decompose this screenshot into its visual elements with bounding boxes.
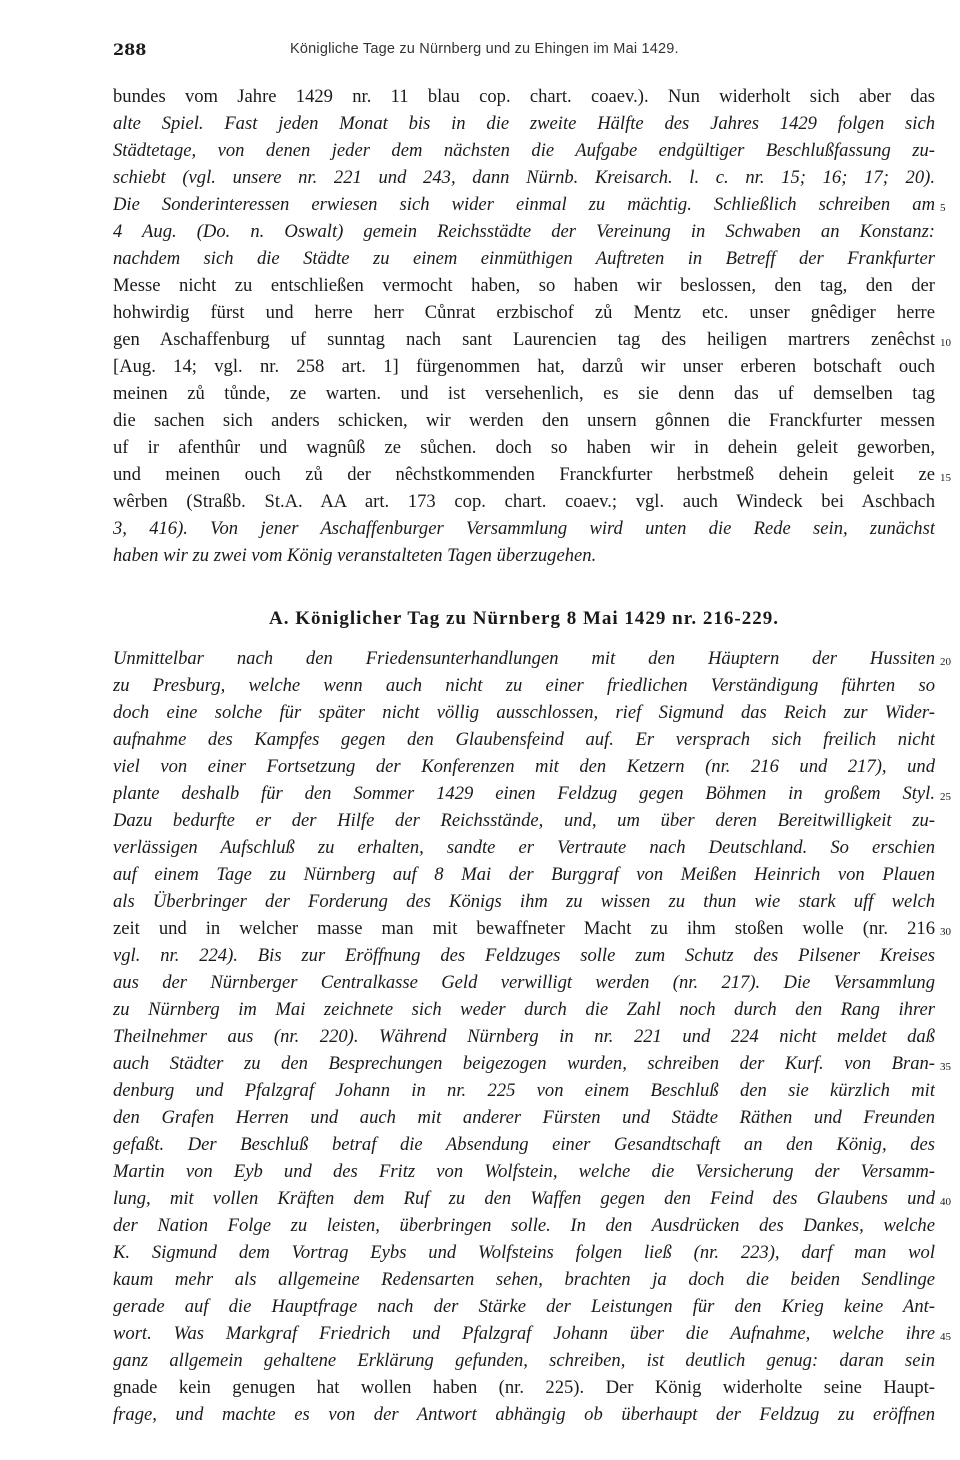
text-line: zu Nürnberg im Mai zeichnete sich weder durch die Zahl noch durch den Rang ihrer (113, 999, 935, 1020)
running-title: Königliche Tage zu Nürnberg und zu Ehingen im Mai 1429. (290, 41, 679, 57)
text-line: Martin von Eyb und des Fritz von Wolfstein, welche die Versicherung der Versamm- (113, 1161, 935, 1182)
page-number: 288 (113, 40, 147, 59)
text-line: [Aug. 14; vgl. nr. 258 art. 1] fürgenommen hat, darzů wir unser erberen botschaft ouch (113, 356, 935, 377)
text-line: haben wir zu zwei vom König veranstalteten Tagen überzugehen. (113, 545, 597, 566)
line-number: 45 (940, 1331, 951, 1343)
text-line: wort. Was Markgraf Friedrich und Pfalzgraf Johann über die Aufnahme, welche ihre (113, 1323, 935, 1344)
line-number: 15 (940, 472, 951, 484)
text-line: gnade kein genugen hat wollen haben (nr. 225). Der König widerholte seine Haupt- (113, 1377, 935, 1398)
text-line: alte Spiel. Fast jeden Monat bis in die zweite Hälfte des Jahres 1429 folgen sich (113, 113, 935, 134)
text-line: frage, und machte es von der Antwort abhängig ob überhaupt der Feldzug zu eröffnen (113, 1404, 935, 1425)
line-number: 35 (940, 1061, 951, 1073)
text-line: uf ir afenthûr und wagnûß ze sůchen. doch so haben wir in dehein geleit geworben, (113, 437, 935, 458)
line-number: 10 (940, 337, 951, 349)
text-line: lung, mit vollen Kräften dem Ruf zu den Waffen gegen den Feind des Glaubens und (113, 1188, 935, 1209)
text-line: bundes vom Jahre 1429 nr. 11 blau cop. chart. coaev.). Nun widerholt sich aber das (113, 86, 935, 107)
text-line: und meinen ouch zů der nêchstkommenden Franckfurter herbstmeß dehein geleit ze (113, 464, 935, 485)
text-line: zeit und in welcher masse man mit bewaffneter Macht zu ihm stoßen wolle (nr. 216 (113, 918, 935, 939)
text-line: Unmittelbar nach den Friedensunterhandlungen mit den Häuptern der Hussiten (113, 648, 935, 669)
text-line: Theilnehmer aus (nr. 220). Während Nürnberg in nr. 221 und 224 nicht meldet daß (113, 1026, 935, 1047)
text-line: gen Aschaffenburg uf sunntag nach sant Laurencien tag des heiligen martrers zenêchst (113, 329, 935, 350)
line-number: 40 (940, 1196, 951, 1208)
text-line: 4 Aug. (Do. n. Oswalt) gemein Reichsstädte der Vereinung in Schwaben an Konstanz: (113, 221, 935, 242)
text-line: als Überbringer der Forderung des Königs ihm zu wissen zu thun wie stark uff welch (113, 891, 935, 912)
text-line: vgl. nr. 224). Bis zur Eröffnung des Feldzuges solle zum Schutz des Pilsener Kreises (113, 945, 935, 966)
text-line: den Grafen Herren und auch mit anderer Fürsten und Städte Räthen und Freunden (113, 1107, 935, 1128)
text-line: zu Presburg, welche wenn auch nicht zu einer friedlichen Verständigung führten so (113, 675, 935, 696)
text-line: Dazu bedurfte er der Hilfe der Reichsstände, und, um über deren Bereitwilligkeit zu- (113, 810, 935, 831)
text-line: ganz allgemein gehaltene Erklärung gefunden, schreiben, ist deutlich genug: daran sein (113, 1350, 935, 1371)
line-number: 5 (940, 202, 946, 214)
text-line: auch Städter zu den Besprechungen beigezogen wurden, schreiben der Kurf. von Bran- (113, 1053, 935, 1074)
text-line: doch eine solche für später nicht völlig ausschlossen, rief Sigmund das Reich zur Wider- (113, 702, 935, 723)
text-line: K. Sigmund dem Vortrag Eybs und Wolfsteins folgen ließ (nr. 223), darf man wol (113, 1242, 935, 1263)
text-line: schiebt (vgl. unsere nr. 221 und 243, dann Nürnb. Kreisarch. l. c. nr. 15; 16; 17; 20). (113, 167, 935, 188)
line-number: 30 (940, 926, 951, 938)
text-line: auf einem Tage zu Nürnberg auf 8 Mai der Burggraf von Meißen Heinrich von Plauen (113, 864, 935, 885)
text-line: verlässigen Aufschluß zu erhalten, sandte er Vertraute nach Deutschland. So erschien (113, 837, 935, 858)
line-number: 20 (940, 656, 951, 668)
text-line: plante deshalb für den Sommer 1429 einen Feldzug gegen Böhmen in großem Styl. (113, 783, 935, 804)
text-line: Messe nicht zu entschließen vermocht haben, so haben wir beslossen, den tag, den der (113, 275, 935, 296)
text-line: 3, 416). Von jener Aschaffenburger Versammlung wird unten die Rede sein, zunächst (113, 518, 935, 539)
text-line: meinen zů tůnde, ze warten. und ist versehenlich, es sie denn das uf demselben tag (113, 383, 935, 404)
text-line: wêrben (Straßb. St.A. AA art. 173 cop. chart. coaev.; vgl. auch Windeck bei Aschbach (113, 491, 935, 512)
text-line: gefaßt. Der Beschluß betraf die Absendung einer Gesandtschaft an den König, des (113, 1134, 935, 1155)
text-line: kaum mehr als allgemeine Redensarten sehen, brachten ja doch die beiden Sendlinge (113, 1269, 935, 1290)
section-heading: A. Königlicher Tag zu Nürnberg 8 Mai 1429 nr. 216-229. (268, 608, 780, 629)
text-line: viel von einer Fortsetzung der Konferenzen mit den Ketzern (nr. 216 und 217), und (113, 756, 935, 777)
line-number: 25 (940, 791, 951, 803)
text-line: die sachen sich anders schicken, wir werden den unsern gônnen die Franckfurter messen (113, 410, 935, 431)
text-line: gerade auf die Hauptfrage nach der Stärke der Leistungen für den Krieg keine Ant- (113, 1296, 935, 1317)
text-line: aus der Nürnberger Centralkasse Geld verwilligt werden (nr. 217). Die Versammlung (113, 972, 935, 993)
text-line: nachdem sich die Städte zu einem einmüthigen Auftreten in Betreff der Frankfurter (113, 248, 935, 269)
text-line: Die Sonderinteressen erwiesen sich wider einmal zu mächtig. Schließlich schreiben am (113, 194, 935, 215)
text-line: aufnahme des Kampfes gegen den Glaubensfeind auf. Er versprach sich freilich nicht (113, 729, 935, 750)
text-line: denburg und Pfalzgraf Johann in nr. 225 von einem Beschluß den sie kürzlich mit (113, 1080, 935, 1101)
text-line: hohwirdig fürst und herre herr Cůnrat erzbischof zů Mentz etc. unser gnêdiger herre (113, 302, 935, 323)
text-line: Städtetage, von denen jeder dem nächsten die Aufgabe endgültiger Beschlußfassung zu- (113, 140, 935, 161)
text-line: der Nation Folge zu leisten, überbringen solle. In den Ausdrücken des Dankes, welche (113, 1215, 935, 1236)
